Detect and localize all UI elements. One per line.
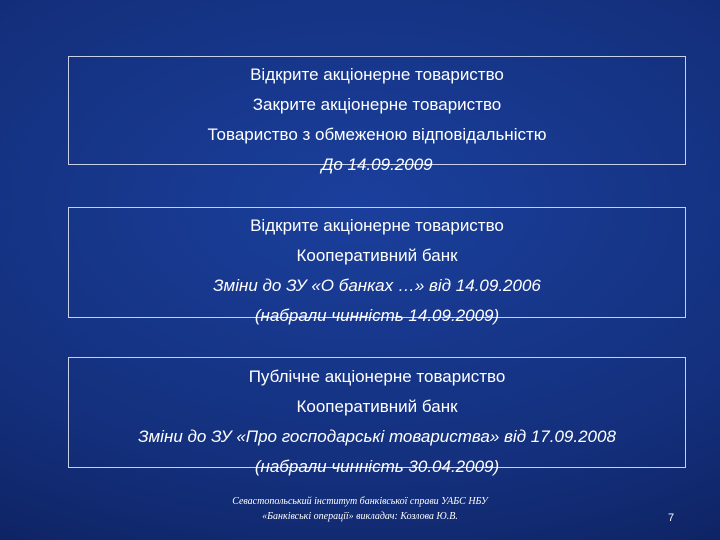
box2-line-2: Кооперативний банк <box>296 246 458 265</box>
box3-line-2: Кооперативний банк <box>296 397 458 416</box>
box2-line-4: (набрали чинність 14.09.2009) <box>254 306 500 325</box>
content-box-3 <box>68 357 686 476</box>
box2-line-1: Відкрите акціонерне товариство <box>250 216 504 235</box>
box1-line-3: Товариство з обмеженою відповідальністю <box>207 125 547 144</box>
box3-line-4: (набрали чинність 30.04.2009) <box>254 457 500 476</box>
box3-line-1: Публічне акціонерне товариство <box>248 367 506 386</box>
content-box-2 <box>68 207 686 325</box>
slide-footer <box>0 494 720 524</box>
box2-line-3: Зміни до ЗУ «О банках …» від 14.09.2006 <box>213 276 541 295</box>
box1-line-2: Закрите акціонерне товариство <box>252 95 502 114</box>
box3-line-3: Зміни до ЗУ «Про господарські товариства» від 17.09.2008 <box>138 427 616 446</box>
content-box-1 <box>68 56 686 174</box>
footer-course: «Банківські операції» викладач: Козлова Ю.В. <box>262 511 458 522</box>
page-number: 7 <box>668 512 675 524</box>
box1-line-1: Відкрите акціонерне товариство <box>250 65 504 84</box>
box1-line-4: До 14.09.2009 <box>321 155 433 174</box>
footer-institute: Севастопольський інститут банківської справи УАБС НБУ <box>232 496 488 507</box>
